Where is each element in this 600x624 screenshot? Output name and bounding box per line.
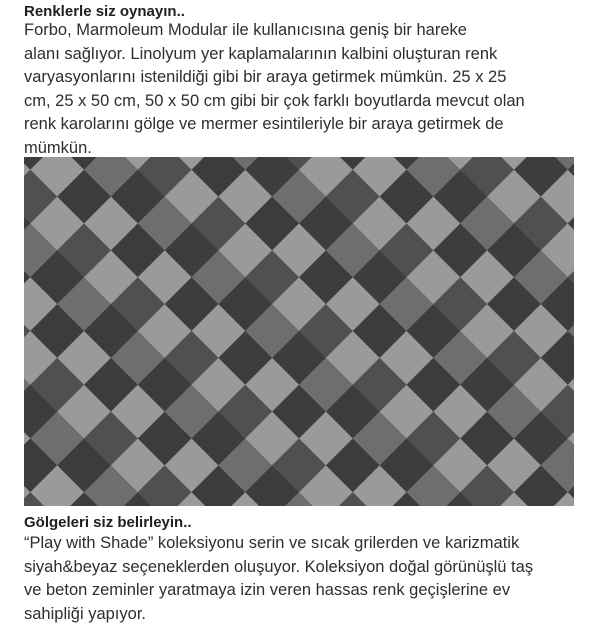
floor-tile-pattern	[24, 157, 574, 506]
patterned-floor-tiles-image	[24, 157, 574, 506]
section-heading-play-colors: Renklerle siz oynayın..	[24, 3, 185, 20]
paragraph-line: mümkün.	[24, 138, 92, 157]
paragraph-line: “Play with Shade” koleksiyonu serin ve sıcak grilerden ve karizmatik	[24, 534, 520, 552]
paragraph-line: alanı sağlıyor. Linolyum yer kaplamalarının kalbini oluşturan renk	[24, 44, 498, 63]
paragraph-line: ve beton zeminler yaratmaya izin veren hassas renk geçişlerine ev	[24, 581, 511, 599]
paragraph-line: varyasyonlarını istenildiği gibi bir araya getirmek mümkün. 25 x 25	[24, 68, 507, 86]
section-paragraph-play-colors	[24, 19, 584, 160]
section-paragraph-shades	[24, 532, 584, 624]
paragraph-line: Forbo, Marmoleum Modular ile kullanıcısına geniş bir hareke	[24, 21, 467, 39]
section-heading-shades: Gölgeleri siz belirleyin..	[24, 514, 192, 531]
paragraph-line: renk karolarını gölge ve mermer esintileriyle bir araya getirmek de	[24, 115, 504, 133]
paragraph-line: siyah&beyaz seçeneklerden oluşuyor. Koleksiyon doğal görünüşlü taş	[24, 557, 534, 576]
paragraph-line: cm, 25 x 50 cm, 50 x 50 cm gibi bir çok farklı boyutlarda mevcut olan	[24, 91, 525, 110]
paragraph-line: sahipliği yapıyor.	[24, 604, 146, 623]
